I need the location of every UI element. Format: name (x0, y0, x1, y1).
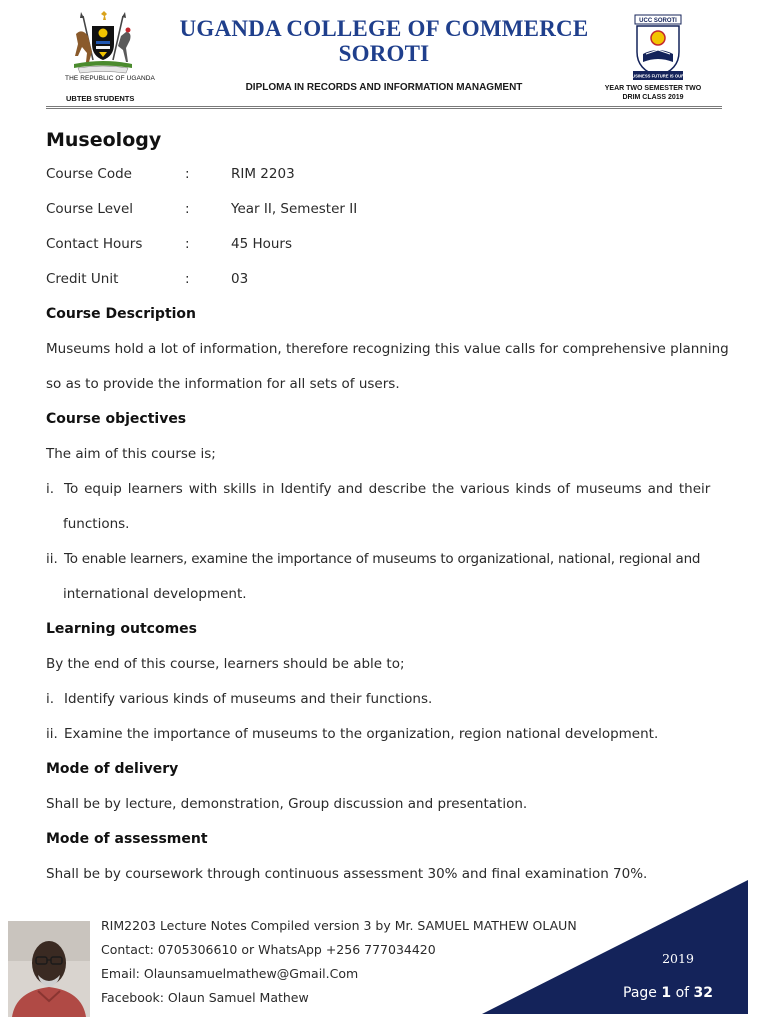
section-heading-mode-of-delivery: Mode of delivery (46, 760, 179, 777)
footer-facebook: Facebook: Olaun Samuel Mathew (101, 990, 309, 1005)
info-value: 03 (231, 270, 249, 287)
info-row-course-code (46, 156, 722, 191)
section-heading-course-description: Course Description (46, 305, 197, 322)
info-label: Course Level (46, 200, 134, 217)
info-separator: : (185, 235, 190, 252)
info-value: Year II, Semester II (231, 200, 358, 217)
section-heading-mode-of-assessment: Mode of assessment (46, 830, 208, 847)
uganda-coat-of-arms-icon (68, 10, 138, 74)
header-divider (46, 106, 722, 109)
item-number: ii. (46, 550, 58, 567)
info-label: Course Code (46, 165, 132, 182)
info-label: Contact Hours (46, 235, 143, 252)
page-total: 32 (693, 985, 713, 1001)
mode-of-assessment-text: Shall be by coursework through continuous assessment 30% and final examination 70%. (46, 865, 648, 882)
objective-item (46, 471, 722, 506)
item-text: To equip learners with skills in Identify and describe the various kinds of museums and their (64, 480, 711, 497)
page-title: Museology (46, 129, 162, 151)
footer-email: Email: Olaunsamuelmathew@Gmail.Com (101, 966, 359, 981)
college-title-line1: UGANDA COLLEGE OF COMMERCE (179, 16, 589, 41)
item-text: To enable learners, examine the importance of museums to organizational, national, regional and (64, 550, 701, 567)
info-row-credit-unit (46, 261, 722, 296)
mode-of-delivery-text: Shall be by lecture, demonstration, Group discussion and presentation. (46, 795, 528, 812)
section-heading-learning-outcomes: Learning outcomes (46, 620, 198, 637)
item-number: i. (46, 480, 55, 497)
info-row-contact-hours (46, 226, 722, 261)
crest-motto-text: BUSINESS FUTURE IS OURS (629, 73, 687, 79)
document-header (46, 0, 722, 112)
diploma-title: DIPLOMA IN RECORDS AND INFORMATION MANAGMENT (245, 82, 523, 93)
ucc-soroti-crest-icon (629, 14, 687, 82)
info-value: 45 Hours (231, 235, 293, 252)
republic-of-uganda-label: THE REPUBLIC OF UGANDA (65, 75, 155, 82)
item-text: Examine the importance of museums to the organization, region national development. (64, 725, 659, 742)
outcome-item (46, 716, 722, 751)
item-text: Identify various kinds of museums and their functions. (64, 690, 433, 707)
author-photo (8, 921, 90, 1017)
crest-top-text: UCC SOROTI (639, 18, 677, 24)
class-year-line2: DRIM CLASS 2019 (622, 94, 684, 101)
course-description-line: so as to provide the information for all sets of users. (46, 375, 400, 392)
outcomes-intro: By the end of this course, learners should be able to; (46, 655, 405, 672)
class-year-label (594, 84, 712, 102)
college-title-line2: SOROTI (338, 41, 430, 66)
info-separator: : (185, 165, 190, 182)
ubteb-students-label: UBTEB STUDENTS (66, 94, 135, 103)
info-row-course-level (46, 191, 722, 226)
section-heading-course-objectives: Course objectives (46, 410, 187, 427)
item-number: i. (46, 690, 55, 707)
info-label: Credit Unit (46, 270, 119, 287)
item-number: ii. (46, 725, 58, 742)
footer-contact: Contact: 0705306610 or WhatsApp +256 777034420 (101, 942, 436, 957)
outcome-item (46, 681, 722, 716)
course-description-line: Museums hold a lot of information, therefore recognizing this value calls for comprehensive planning (46, 340, 729, 357)
page-prefix: Page (623, 985, 657, 1001)
page-number (606, 985, 730, 1001)
footer-year: 2019 (662, 951, 694, 966)
info-separator: : (185, 270, 190, 287)
objectives-intro: The aim of this course is; (46, 445, 216, 462)
objective-item (46, 541, 722, 576)
footer-compiled-by: RIM2203 Lecture Notes Compiled version 3 by Mr. SAMUEL MATHEW OLAUN (101, 918, 577, 933)
class-year-line1: YEAR TWO SEMESTER TWO (604, 85, 702, 92)
objective-item-continuation: international development. (63, 585, 247, 602)
college-title (158, 16, 610, 66)
page-of: of (675, 985, 690, 1001)
info-value: RIM 2203 (231, 165, 295, 182)
page-current: 1 (661, 985, 672, 1001)
objective-item-continuation: functions. (63, 515, 130, 532)
info-separator: : (185, 200, 190, 217)
document-body (46, 124, 729, 891)
